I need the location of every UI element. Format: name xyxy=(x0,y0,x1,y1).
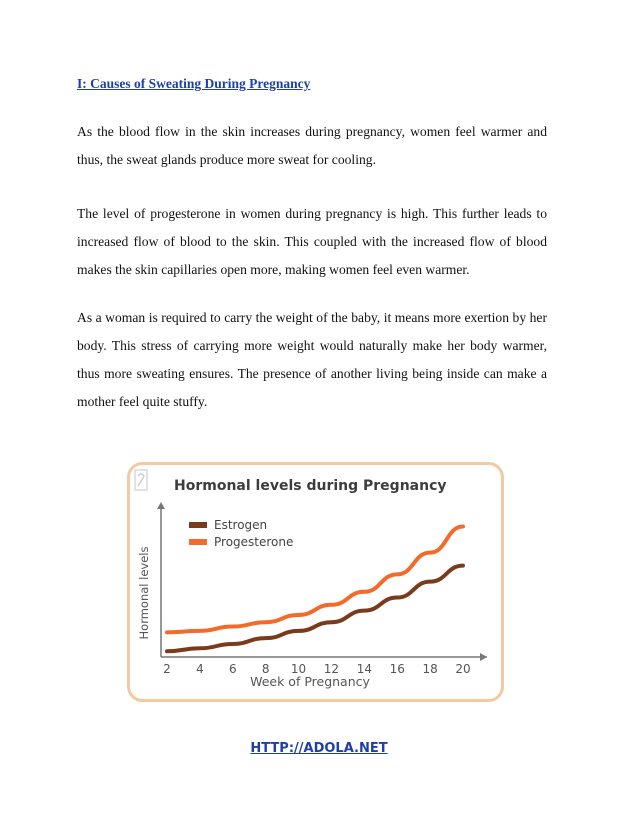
footer-link[interactable]: HTTP://ADOLA.NET xyxy=(250,741,388,756)
x-tick-label: 20 xyxy=(455,662,471,676)
section-heading: I: Causes of Sweating During Pregnancy xyxy=(77,76,311,91)
x-tick-label: 6 xyxy=(228,662,237,676)
x-tick-label: 10 xyxy=(290,662,307,676)
x-tick-label: 8 xyxy=(261,662,270,676)
legend-label-estrogen: Estrogen xyxy=(214,518,268,532)
legend-swatch-estrogen xyxy=(189,522,207,528)
x-tick-label: 4 xyxy=(196,662,204,676)
paragraph-blood-flow: As the blood flow in the skin increases during pregnancy, women feel warmer and thus, the sweat glands produce more sweat for cooling. xyxy=(77,124,547,167)
y-axis-label: Hormonal levels xyxy=(137,546,151,640)
paragraph-progesterone: The level of progesterone in women during pregnancy is high. This further leads to increased flow of blood to the skin. This coupled with the increased flow of blood makes the skin capillaries open more, making women feel even warmer. xyxy=(77,206,547,277)
x-tick-label: 18 xyxy=(422,662,438,676)
x-tick-label: 14 xyxy=(356,662,372,676)
x-tick-label: 2 xyxy=(163,662,171,676)
x-tick-label: 16 xyxy=(389,662,405,676)
x-tick-label: 12 xyxy=(323,662,340,676)
hormone-chart-svg xyxy=(127,462,504,702)
hormone-chart xyxy=(127,462,504,702)
legend-label-progesterone: Progesterone xyxy=(214,535,294,549)
paragraph-weight: As a woman is required to carry the weight of the baby, it means more exertion by her body. This stress of carrying more weight would naturally make her body warmer, thus more sweating ensures. The presence of another living being inside can make a mother feel quite stuffy. xyxy=(77,310,547,409)
legend-swatch-progesterone xyxy=(189,539,207,545)
x-axis-label: Week of Pregnancy xyxy=(250,674,370,689)
chart-border xyxy=(129,464,503,701)
chart-title: Hormonal levels during Pregnancy xyxy=(174,478,447,494)
